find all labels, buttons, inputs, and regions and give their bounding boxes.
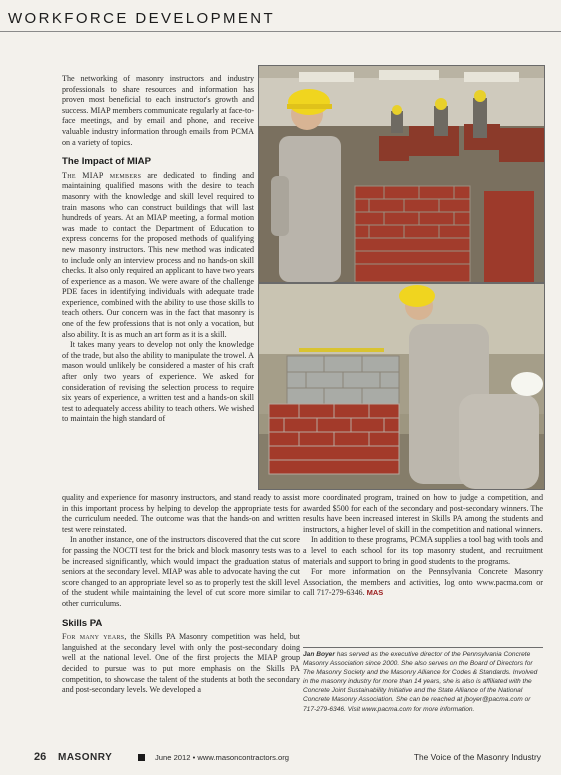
impact-paragraph-1 [62, 171, 254, 341]
nocti-paragraph: In another instance, one of the instructors discovered that the cut score for passing the NOCTI test for the brick and block masonry tests was to be increased significantly, which would impact the graduation status of seniors at the secondary level. MIAP was able to advocate having the cut score changed to an appropriate level so as to properly test the skill level of the student while maintaining the level of cut score more similar to other curriculums. [62, 535, 300, 608]
skills-lead: For many years, [62, 632, 127, 642]
impact-paragraph-2: It takes many years to develop not only the knowledge of the trade, but also the ability to manipulate the trowel. A mason would unlikely be considered a master of his craft after only two years of experience. We asked for consideration of revising the selection process to require six years of experience, a written test and a hands-on skill test to adequately access ability to teach others. We wished to maintain the high standard of [62, 340, 254, 424]
end-mark: MAS [366, 588, 384, 598]
workshop-photo-1 [259, 66, 544, 282]
workshop-photo-2 [259, 284, 544, 489]
more-info-text: For more information on the Pennsylvania Concrete Masonry Association, the members and activities, log onto www.pacma.com or call 717-279-6346. [303, 567, 543, 598]
issue-date: June 2012 [155, 753, 191, 762]
magazine-name: MASONRY [58, 752, 113, 763]
photo-student-laying-blocks [258, 283, 545, 490]
page-footer [0, 747, 561, 767]
header-divider [0, 31, 561, 32]
issue-info [155, 753, 289, 762]
skills-heading: Skills PA [62, 617, 103, 629]
right-column [303, 493, 543, 599]
author-name: Jan Boyer [303, 651, 335, 658]
website-link[interactable]: www.masoncontractors.org [197, 753, 289, 762]
impact-paragraph-2-continued: quality and experience for masonry instructors, and stand ready to assist in this important process by helping to develop the appropriate tests for the curriculum needed. The outcome was that the hands-on and written test were reinstated. [62, 493, 300, 534]
page-number: 26 [34, 751, 47, 763]
author-bio-text: has served as the executive director of the Pennsylvania Concrete Masonry Association since 2000. She also serves on the Board of Directors for The Masonry Society and the Masonry Alliance for Codes & Standards. Involved in the masonry industry for more than 14 years, she is also is affiliated with the Concrete Joint Sustainability Initiative and the State Alliance of the National Concrete Masonry Association. She can be reached at jboyer@pacma.com or 717-279-6346. Visit www.pacma.com for more information. [303, 651, 538, 713]
footer-bullet: • [192, 753, 196, 762]
impact-heading: The Impact of MIAP [62, 156, 152, 168]
page-header [0, 0, 561, 34]
continued-column [62, 493, 300, 696]
footer-square-icon [138, 754, 145, 761]
section-title: WORKFORCE DEVELOPMENT [8, 10, 276, 27]
impact-lead: The MIAP members [62, 170, 142, 180]
bio-divider [303, 647, 543, 648]
magazine-tagline: The Voice of the Masonry Industry [413, 752, 541, 762]
skills-body: the Skills PA Masonry competition was held, but languished at the secondary level with only the post-secondary doing well at the national level. One of the first projects the MIAP group decided to pursue was to put more emphasis on the Skills PA competition, to showcase the talent of the students at both the secondary and post-secondary levels. We developed a [62, 632, 300, 695]
impact-body-1: are dedicated to finding and maintaining qualified masons with the desire to teach masonry with the knowledge and skill level required to train masons who can construct buildings that will last hundreds of years. At an MIAP meeting, a formal motion was made to contact the Department of Education to express concerns for the proposed methods of qualifying new masonry instructors. This new method was indicated to include only an interview process and no hands-on skill checks. It also only required an applicant to have two years of experience as a mason. We were aware of the challenge PDE faces in identifying individuals with adequate trade experience, combined with the ability to use those skills to teach others. Our concern was in the fact that masonry is one of the few professions that is not only a vocation, but also ability. It is as much an art form as it is a skill. [62, 170, 254, 339]
intro-paragraph: The networking of masonry instructors and industry professionals to share resources and information has proven most beneficial to each instructor's growth and success. MIAP members communicate regularly at face-to-face meetings, and by email and phone, and receive valuable industry information through emails from PCMA on a variety of topics. [62, 74, 254, 147]
left-column [62, 74, 254, 425]
more-info-paragraph [303, 567, 543, 599]
skills-paragraph-continued: more coordinated program, trained on how to judge a competition, and awarded $500 for each of the secondary and post-secondary winners. The results have been increased interest in Skills PA among the students and instructors, a higher level of skill in the competition and national winners. [303, 493, 543, 534]
photo-students-building-wall [258, 65, 545, 283]
skills-paragraph [62, 632, 300, 696]
pcma-support-paragraph: In addition to these programs, PCMA supplies a tool bag with tools and a level to each school for its top masonry student, and recruitment materials and support to bring in good students to the programs. [303, 535, 543, 566]
author-bio [303, 650, 543, 714]
